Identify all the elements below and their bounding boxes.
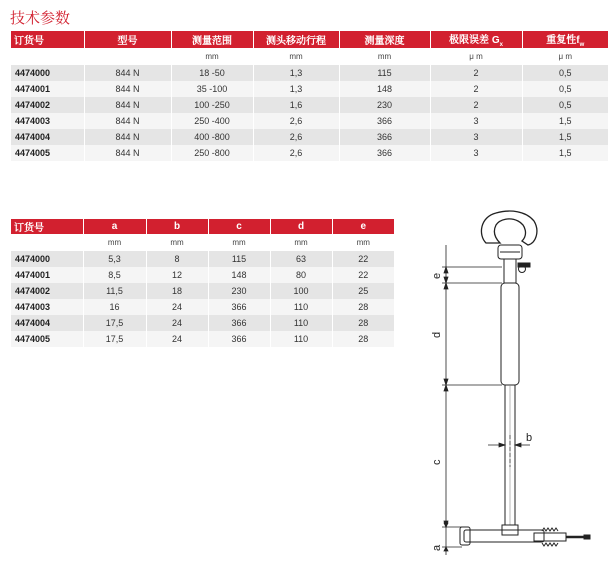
table-row bbox=[11, 267, 394, 283]
table-cell: 2,6 bbox=[253, 113, 339, 129]
table-cell: 1,3 bbox=[253, 81, 339, 97]
col-range: 测量范围 bbox=[171, 31, 253, 48]
table-cell: 366 bbox=[339, 113, 430, 129]
measuring-head bbox=[464, 530, 544, 542]
table-cell: 80 bbox=[270, 267, 332, 283]
table-cell: 110 bbox=[270, 315, 332, 331]
table-cell: 2 bbox=[430, 97, 522, 113]
table-cell: 35 -100 bbox=[171, 81, 253, 97]
table-cell: 250 -400 bbox=[171, 113, 253, 129]
table-row bbox=[11, 283, 394, 299]
table-cell: 844 N bbox=[84, 97, 171, 113]
table-cell: 0,5 bbox=[522, 65, 608, 81]
table-cell: 366 bbox=[208, 299, 270, 315]
table-cell: 1,5 bbox=[522, 129, 608, 145]
table-cell: 4474004 bbox=[11, 315, 83, 331]
table-cell: 250 -800 bbox=[171, 145, 253, 161]
label-e: e bbox=[431, 272, 443, 279]
table-row bbox=[11, 331, 394, 347]
table-cell: 28 bbox=[332, 299, 394, 315]
table-cell: 12 bbox=[146, 267, 208, 283]
table-row bbox=[11, 251, 394, 267]
table-cell: 4474002 bbox=[11, 283, 83, 299]
table-cell: 110 bbox=[270, 299, 332, 315]
table-cell: 28 bbox=[332, 315, 394, 331]
table-cell: 1,5 bbox=[522, 113, 608, 129]
table-cell: 11,5 bbox=[83, 283, 146, 299]
table-cell: 844 N bbox=[84, 145, 171, 161]
error-symbol: G bbox=[491, 35, 500, 46]
handle-grip bbox=[501, 283, 519, 385]
table-cell: 366 bbox=[339, 129, 430, 145]
table-cell: 844 N bbox=[84, 129, 171, 145]
table-cell: 4474000 bbox=[11, 65, 84, 81]
table-cell: 0,5 bbox=[522, 97, 608, 113]
table-cell: 230 bbox=[208, 283, 270, 299]
table-cell: 2,6 bbox=[253, 129, 339, 145]
col-error: 极限误差 $G_x$ bbox=[430, 31, 522, 48]
table-cell: 400 -800 bbox=[171, 129, 253, 145]
table-cell: 24 bbox=[146, 315, 208, 331]
table-row bbox=[11, 81, 608, 97]
table-cell: 22 bbox=[332, 267, 394, 283]
col-c: c bbox=[208, 219, 270, 234]
table-row bbox=[11, 97, 608, 113]
table-cell: 1,3 bbox=[253, 65, 339, 81]
table-row bbox=[11, 315, 394, 331]
spec-table bbox=[11, 31, 608, 161]
table-cell: 100 bbox=[270, 283, 332, 299]
col-a: a bbox=[83, 219, 146, 234]
table-row bbox=[11, 113, 608, 129]
table-cell: 4474003 bbox=[11, 299, 83, 315]
bore-gauge-diagram bbox=[414, 205, 610, 580]
table-cell: 18 -50 bbox=[171, 65, 253, 81]
col-depth: 测量深度 bbox=[339, 31, 430, 48]
table-cell: 3 bbox=[430, 145, 522, 161]
table-cell: 63 bbox=[270, 251, 332, 267]
table-cell: 17,5 bbox=[83, 315, 146, 331]
col-repeat: 重复性$f_w$ bbox=[522, 31, 608, 48]
table-cell: 844 N bbox=[84, 65, 171, 81]
table-cell: 366 bbox=[339, 145, 430, 161]
table-cell: 3 bbox=[430, 113, 522, 129]
label-a: a bbox=[431, 544, 443, 551]
table-cell: 2,6 bbox=[253, 145, 339, 161]
units-row: mm mm mm μ m μ m bbox=[11, 48, 608, 65]
table-cell: 366 bbox=[208, 315, 270, 331]
table-cell: 8 bbox=[146, 251, 208, 267]
table-cell: 1,6 bbox=[253, 97, 339, 113]
table-cell: 4474003 bbox=[11, 113, 84, 129]
table-cell: 115 bbox=[208, 251, 270, 267]
table-cell: 24 bbox=[146, 299, 208, 315]
table-cell: 148 bbox=[339, 81, 430, 97]
table-cell: 3 bbox=[430, 129, 522, 145]
table-cell: 1,5 bbox=[522, 145, 608, 161]
table-cell: 4474005 bbox=[11, 145, 84, 161]
table-cell: 110 bbox=[270, 331, 332, 347]
table-cell: 0,5 bbox=[522, 81, 608, 97]
table-cell: 18 bbox=[146, 283, 208, 299]
table-row bbox=[11, 299, 394, 315]
table-row bbox=[11, 129, 608, 145]
col-order-no: 订货号 bbox=[11, 31, 84, 48]
table-cell: 148 bbox=[208, 267, 270, 283]
repeat-symbol: f bbox=[576, 35, 580, 46]
dimension-table bbox=[11, 219, 394, 347]
table-cell: 25 bbox=[332, 283, 394, 299]
table-cell: 4474002 bbox=[11, 97, 84, 113]
table-row bbox=[11, 145, 608, 161]
spec-table-header bbox=[11, 31, 608, 48]
table-cell: 8,5 bbox=[83, 267, 146, 283]
table-cell: 5,3 bbox=[83, 251, 146, 267]
error-symbol-index: x bbox=[499, 42, 503, 48]
table-cell: 28 bbox=[332, 331, 394, 347]
col-model: 型号 bbox=[84, 31, 171, 48]
label-c: c bbox=[431, 459, 443, 465]
col-b: b bbox=[146, 219, 208, 234]
table-cell: 4474004 bbox=[11, 129, 84, 145]
dimension-table-header bbox=[11, 219, 394, 234]
page-title: 技术参数 bbox=[10, 10, 71, 27]
table-cell: 366 bbox=[208, 331, 270, 347]
table-cell: 4474001 bbox=[11, 81, 84, 97]
col-d: d bbox=[270, 219, 332, 234]
table-cell: 844 N bbox=[84, 81, 171, 97]
table-cell: 2 bbox=[430, 65, 522, 81]
table-cell: 100 -250 bbox=[171, 97, 253, 113]
table-cell: 17,5 bbox=[83, 331, 146, 347]
col-e: e bbox=[332, 219, 394, 234]
table-cell: 2 bbox=[430, 81, 522, 97]
table-cell: 24 bbox=[146, 331, 208, 347]
table-cell: 4474005 bbox=[11, 331, 83, 347]
units-row: mm mm mm mm mm bbox=[11, 234, 394, 251]
table-cell: 115 bbox=[339, 65, 430, 81]
table-cell: 4474001 bbox=[11, 267, 83, 283]
col-travel: 测头移动行程 bbox=[253, 31, 339, 48]
table-cell: 4474000 bbox=[11, 251, 83, 267]
table-cell: 22 bbox=[332, 251, 394, 267]
table-cell: 230 bbox=[339, 97, 430, 113]
col-order-no: 订货号 bbox=[11, 219, 83, 234]
table-cell: 844 N bbox=[84, 113, 171, 129]
table-row bbox=[11, 65, 608, 81]
dial-ring bbox=[481, 211, 536, 245]
label-d: d bbox=[431, 331, 443, 338]
repeat-symbol-index: w bbox=[579, 42, 585, 48]
table-cell: 16 bbox=[83, 299, 146, 315]
label-b: b bbox=[526, 432, 533, 444]
